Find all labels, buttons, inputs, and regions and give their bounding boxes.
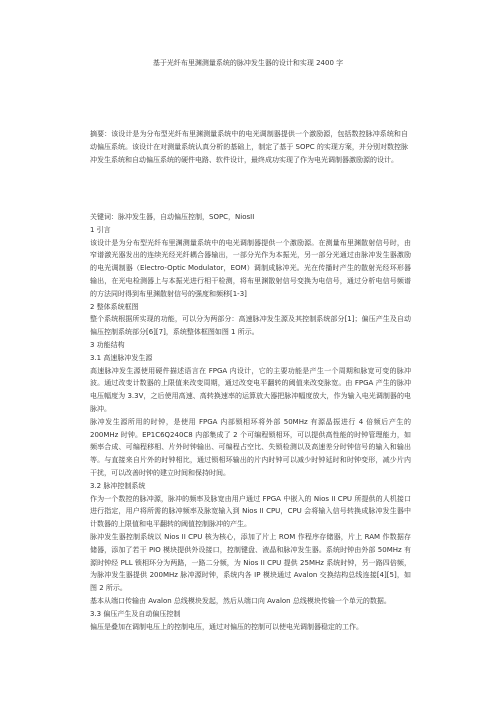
paragraph-introduction: 该设计是为分布型光纤布里渊测量系统中的电光调制器提供一个激励源。在测量布里渊散射信号时，由窄谱激光器发出的连续光经光纤耦合器输出，一部分光作为本振光，另一部分光通过由脉冲发生器激励的电光调制器（Electro-Optic Modulator，EOM）调制成脉冲光。光在传播时产生的散射光经环形器输出，在光电检测器上与本振光进行相干检测，将布里渊散射信号变换为电信号，通过分析电信号频谱的方法同时得到布里渊散射信号的强度和频移[1-3] (90, 238, 411, 298)
paragraph-pulse-source-2: 脉冲发生源所用的时钟，是使用 FPGA 内部锁相环将外部 50MHz 有源晶振进行 4 倍频后产生的 200MHz 时钟。EP1C6Q240C8 内部集成了 2 个可编程锁相环，可以提供高性能的时钟管理能力，如频率合成、可编程移相、片外时钟输出、可编程占空比、失锁检测以及高速差分时钟信号的输入和输出等。与直接来自片外的时钟相比，通过锁相环输出的片内时钟可以减少时钟延时和时钟变形，减少片内干扰，可以改善时钟的建立时间和保持时间。 (90, 417, 411, 477)
paragraph-bias-control: 偏压是叠加在调制电压上的控制电压，通过对偏压的控制可以使电光调制器稳定的工作。 (90, 622, 363, 631)
section-heading-2: 2 整体系统框图 (90, 302, 139, 311)
section-heading-3-3: 3.3 偏压产生及自动偏压控制 (90, 609, 181, 618)
paragraph-pulse-control-2: 脉冲发生器控制系统以 Nios II CPU 核为核心，添加了片上 ROM 作程序存储器，片上 RAM 作数据存储器，添加了若干 PIO 模块提供外设接口，控制键盘、液晶和脉冲发生器。系统时钟由外部 50MHz 有源时钟经 PLL 锁相环分为两路，一路二分频，为 Nios II CPU 提供 25MHz 系统时钟，另一路四倍频，为脉冲发生器提供 200MHz 脉冲源时钟，系统内各 IP 模块通过 Avalon 交换结构总线连接[4][5]，如图 2 所示。 (90, 532, 411, 593)
section-heading-3-2: 3.2 脉冲控制系统 (90, 481, 146, 490)
paragraph-pulse-source-1: 高速脉冲发生源使用硬件描述语言在 FPGA 内设计，它的主要功能是产生一个周期和脉宽可变的脉冲波。通过改变计数器的上限值来改变周期，通过改变电平翻转的阈值来改变脉宽。由 FPGA 产生的脉冲电压幅度为 3.3V，之后使用高速、高转换速率的运算放大器把脉冲幅度放大，作为输入电光调制器的电脉冲。 (90, 366, 411, 413)
paragraph-pulse-control-3: 基本从端口传输由 Avalon 总线模块发起，然后从端口向 Avalon 总线模块传输一个单元的数据。 (90, 596, 391, 605)
section-heading-3-1: 3.1 高速脉冲发生源 (90, 353, 153, 362)
paragraph-system-diagram: 整个系统根据所实现的功能，可以分为两部分：高速脉冲发生源及其控制系统部分[1]；偏压产生及自动偏压控制系统部分[6][7]，系统整体框图如图 1 所示。 (90, 315, 411, 337)
paragraph-pulse-control-1: 作为一个数控的脉冲源，脉冲的频率及脉宽由用户通过 FPGA 中嵌入的 Nios II CPU 所提供的人机接口进行指定，用户将所需的脉冲频率及脉宽输入到 Nios II CPU，CPU 会将输入信号转换成脉冲发生器中计数器的上限值和电平翻转的阈值控制脉冲的产生。 (90, 494, 411, 529)
document-body (90, 211, 411, 633)
section-heading-1: 1 引言 (90, 225, 111, 234)
keywords: 关键词：脉冲发生器，自动偏压控制，SOPC，NiosII (90, 213, 255, 221)
section-heading-3: 3 功能结构 (90, 340, 125, 349)
abstract: 摘要：该设计是为分布型光纤布里渊测量系统中的电光调制器提供一个激励源，包括数控脉冲系统和自动偏压系统。该设计在对测量系统认真分析的基础上，制定了基于 SOPC 的实现方案，并分别对数控脉冲发生系统和自动偏压系统的硬件电路、软件设计，最终成功实现了作为电光调制器激励源的设计。 (90, 130, 408, 164)
document-title: 基于光纤布里渊测量系统的脉冲发生器的设计和实现 2400 字 (152, 59, 344, 67)
